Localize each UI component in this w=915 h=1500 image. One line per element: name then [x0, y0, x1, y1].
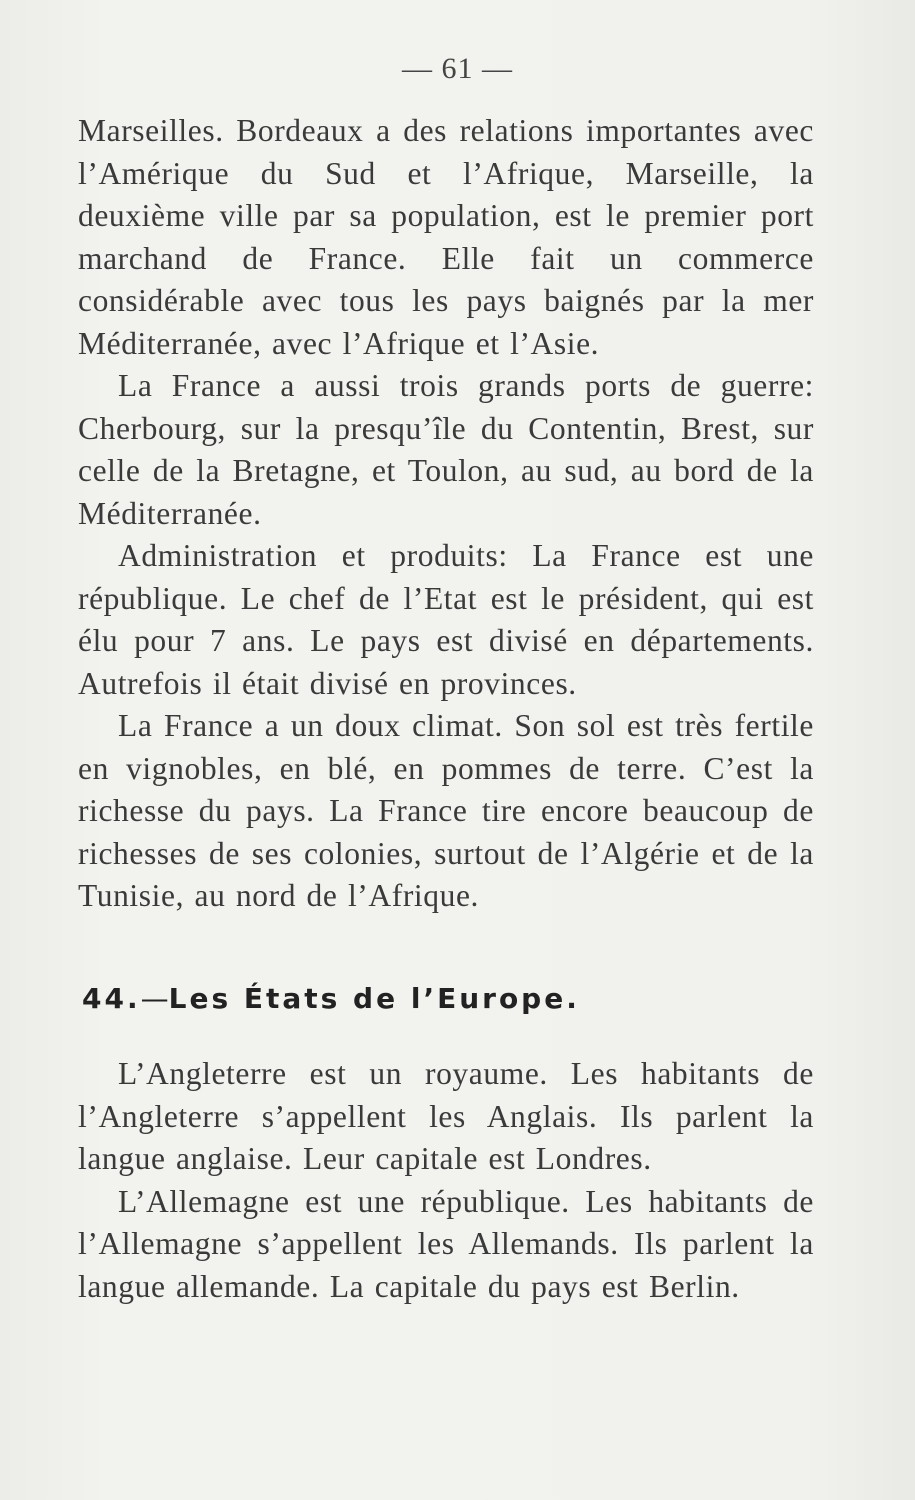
section-number: 44. [82, 982, 141, 1015]
paragraph-climate: La France a un doux climat. Son sol est très fertile en vignobles, en blé, en pommes de terre. C’est la richesse du pays. La France tire encore beaucoup de richesses de ses colonies, surtout de l’Algérie et de la Tunisie, au nord de l’Afrique. [78, 708, 814, 913]
page-number: — 61 — [402, 52, 513, 85]
section-heading [82, 982, 580, 1015]
paragraph-england: L’Angleterre est un royaume. Les habitants de l’Angleterre s’appellent les Anglais. Ils parlent la langue anglaise. Leur capitale est Londres. [78, 1056, 814, 1176]
section-separator: — [140, 982, 169, 1015]
paragraph-administration: Administration et produits: La France est une république. Le chef de l’Etat est le président, qui est élu pour 7 ans. Le pays est divisé en départements. Autrefois il était divisé en provinces. [78, 538, 814, 701]
paragraph-germany: L’Allemagne est une république. Les habitants de l’Allemagne s’appellent les Allemands. Ils parlent la langue allemande. La capitale du pays est Berlin. [78, 1183, 814, 1304]
paragraph-war-ports: La France a aussi trois grands ports de guerre: Cherbourg, sur la presqu’île du Contentin, Brest, sur celle de la Bretagne, et Toulon, au sud, au bord de la Méditerranée. [78, 368, 814, 531]
section-title: Les États de l’Europe. [168, 982, 580, 1015]
europe-text [78, 1053, 814, 1308]
paragraph-ports: Marseilles. Bordeaux a des relations importantes avec l’Amérique du Sud et l’Afrique, Marseille, la deuxième ville par sa population, est le premier port marchand de France. Elle fait un commerce considérable avec tous les pays baignés par la mer Méditerranée, avec l’Afrique et l’Asie. [78, 113, 814, 361]
france-text [78, 110, 814, 918]
